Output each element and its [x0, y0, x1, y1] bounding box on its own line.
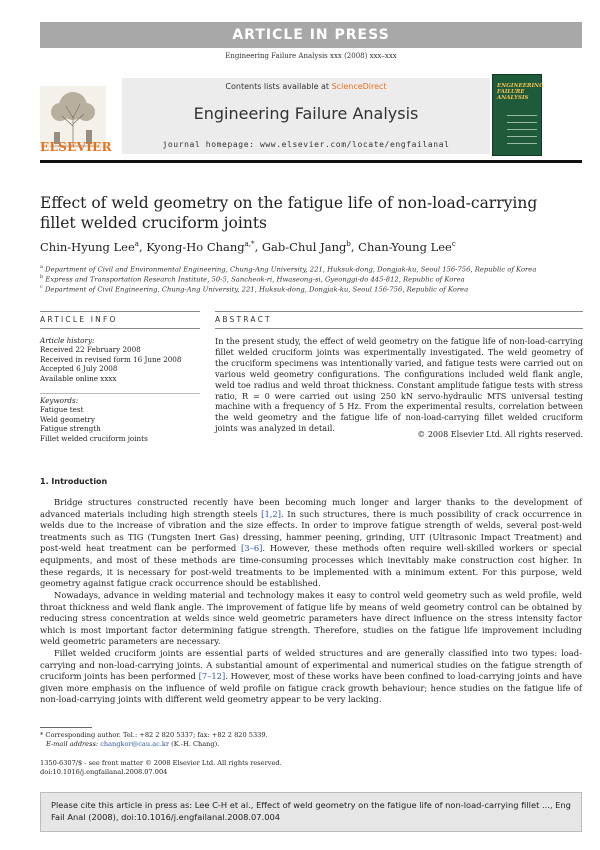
journal-homepage[interactable]: journal homepage: www.elsevier.com/locate/engfailanal [162, 140, 450, 149]
abstract-rule-bottom [215, 328, 583, 329]
history-item: Accepted 6 July 2008 [40, 364, 118, 374]
journal-reference: Engineering Failure Analysis xxx (2008) xxx–xxx [225, 52, 397, 60]
paper-title: Effect of weld geometry on the fatigue life of non-load-carrying fillet welded cruciform joints [40, 194, 538, 232]
citation-link[interactable]: [3–6] [241, 543, 263, 554]
cover-decoration [507, 115, 537, 150]
sciencedirect-link[interactable]: ScienceDirect [331, 82, 387, 91]
journal-header-box [122, 78, 490, 154]
author-name[interactable]: Chan-Young Lee [358, 240, 452, 254]
article-info-rule-top [40, 311, 200, 312]
affiliation [40, 274, 580, 283]
author-affil-mark: a,* [244, 240, 255, 249]
citation-link[interactable]: [1,2] [261, 508, 282, 519]
author-name[interactable]: Kyong-Ho Chang [146, 240, 245, 254]
paragraph-text: Bridge structures constructed recently have been becoming much longer and larger thanks to the development of advanced materials including high strength steels [40, 497, 582, 519]
journal-cover-image [492, 74, 542, 156]
email-label: E-mail address: [46, 740, 101, 748]
keyword-item: Weld geometry [40, 414, 95, 424]
keywords-block [40, 396, 200, 443]
doi-line[interactable]: doi:10.1016/j.engfailanal.2008.07.004 [40, 768, 168, 776]
citation-notice-box: Please cite this article in press as: Lee C-H et al., Effect of weld geometry on the fatigue life of non-load-carrying fillet ..., Eng Fail Anal (2008), doi:10.1016/j.engfailanal.2008.07.004 [40, 792, 582, 832]
affiliation-text: Department of Civil and Environmental Engineering, Chung-Ang University, 221, Huksuk-dong, Dongjak-ku, Seoul 156-756, Republic of Korea [45, 265, 537, 274]
intro-paragraph-3 [40, 648, 582, 706]
affiliation-mark: c [40, 284, 43, 290]
keywords-label: Keywords: [40, 396, 79, 405]
abstract-text: In the present study, the effect of weld geometry on the fatigue life of non-load-carrying fillet welded cruciform joints was experimentally investigated. The weld geometry of the cruciform specimens was intentionally varied, and fatigue tests were carried out on various weld geometry configurations. The configurations included weld flank angle, weld toe radius and weld throat thickness. Constant amplitude fatigue tests with stress ratio, R = 0 were carried out using 250 kN servo-hydraulic MTS universal testing machine with a frequency of 5 Hz. From the experimental results, correlation between the weld geometry and the fatigue life of non-load-carrying fillet welded cruciform joints was analyzed in detail. [215, 336, 583, 434]
author-name[interactable]: Gab-Chul Jang [261, 240, 347, 254]
history-item: Received in revised form 16 June 2008 [40, 354, 182, 364]
history-label: Article history: [40, 336, 95, 345]
intro-paragraph-1 [40, 497, 582, 590]
keyword-item: Fatigue test [40, 405, 84, 415]
contents-line [122, 82, 490, 91]
email-suffix: (K.-H. Chang). [169, 740, 220, 748]
paragraph-text: . However, most of these works have been confined to load-carrying joints and have given more emphasis on the influence of weld profile on fatigue crack growth behaviour; hence studies on the fatigue life of non-load-carrying joints with different weld geometry appear to be very lacking. [40, 671, 582, 705]
article-info-heading: ARTICLE INFO [40, 315, 118, 324]
contents-prefix: Contents lists available at [225, 82, 332, 91]
abstract-heading: ABSTRACT [215, 315, 272, 324]
author-affil-mark: a [134, 240, 139, 249]
keyword-item: Fatigue strength [40, 424, 101, 434]
abstract-copyright: © 2008 Elsevier Ltd. All rights reserved. [417, 430, 583, 439]
corresponding-author-note: * Corresponding author. Tel.: +82 2 820 5337; fax: +82 2 820 5339. [40, 731, 268, 739]
email-link[interactable]: changkor@cau.ac.kr [100, 740, 170, 748]
journal-masthead [40, 72, 582, 158]
introduction-heading: 1. Introduction [40, 477, 108, 486]
paragraph-text: . In such structures, there is much possibility of crack occurrence in welds due to the increase of vibration and the size effects. In order to improve fatigue strength of welds, several post-weld treatments such as TIG (Tungsten Inert Gas) dressing, hammer peening, grinding, UIT (Ultrasonic Impact Treatment) and post-weld heat treatment can be performed [40, 508, 582, 554]
citation-link[interactable]: [7–12] [198, 671, 226, 682]
article-info-rule-bottom [40, 328, 200, 329]
paragraph-text: . However, these methods often require well-skilled workers or special equipments, and most of these methods are time-consuming processes which inevitably make construction cost higher. In these regards, it is necessary for post-weld treatments to be implemented with a minimum extent. For this purpose, weld geometry against fatigue crack occurrence should be established. [40, 543, 582, 589]
paragraph-text: Fillet welded cruciform joints are essential parts of welded structures and are generally classified into two types: load-carrying and non-load-carrying joints. A substantial amount of experimental and numerical studies on the fatigue strength of cruciform joints has been performed [40, 648, 582, 682]
affiliation-text: Department of Civil Engineering, Chung-Ang University, 221, Huksuk-dong, Dongjak-ku, Seoul 156-756, Republic of Korea [44, 285, 469, 294]
affiliation-mark: b [40, 274, 44, 280]
affiliation-mark: a [40, 264, 43, 270]
history-item: Received 22 February 2008 [40, 345, 141, 355]
footnote-rule [40, 727, 92, 728]
author-name[interactable]: Chin-Hyung Lee [40, 240, 135, 254]
keywords-rule [40, 393, 200, 394]
affiliation [40, 284, 580, 293]
affiliation-text: Express and Transportation Research Institute, 50-5, Sancheok-ri, Hwaseong-si, Gyeonggi-do 445-812, Republic of Korea [45, 275, 465, 284]
keyword-item: Fillet welded cruciform joints [40, 433, 148, 443]
intro-paragraph-2: Nowadays, advance in welding material and technology makes it easy to control weld geometry such as weld profile, weld throat thickness and weld flank angle. The improvement of fatigue life by means of weld geometry control can be obtained by reducing stress concentration at welds since weld geometric parameters have direct influence on the stress intensity factor which is most important factor determining fatigue strength. Therefore, studies on the fatigue life improvement including weld geometric parameters are necessary. [40, 590, 582, 647]
cover-title: ENGINEERING FAILURE ANALYSIS [497, 83, 544, 101]
abstract-rule-top [215, 311, 583, 312]
elsevier-wordmark: ELSEVIER [40, 140, 112, 154]
author-affil-mark: b [346, 240, 351, 249]
journal-title: Engineering Failure Analysis [193, 104, 419, 123]
author-list: Chin-Hyung Lee$^a$, Kyong-Ho Chang$^{a,*}$, Gab-Chul Jang$^b$, Chan-Young Lee$^c$ [40, 240, 456, 254]
author-affil-mark: c [451, 240, 456, 249]
article-in-press-banner: ARTICLE IN PRESS [40, 22, 582, 48]
history-item: Available online xxxx [40, 373, 117, 383]
masthead-divider [40, 160, 582, 163]
article-history [40, 336, 200, 383]
issn-line: 1350-6307/$ - see front matter © 2008 Elsevier Ltd. All rights reserved. [40, 759, 282, 767]
email-note [40, 740, 440, 749]
affiliation [40, 264, 580, 273]
